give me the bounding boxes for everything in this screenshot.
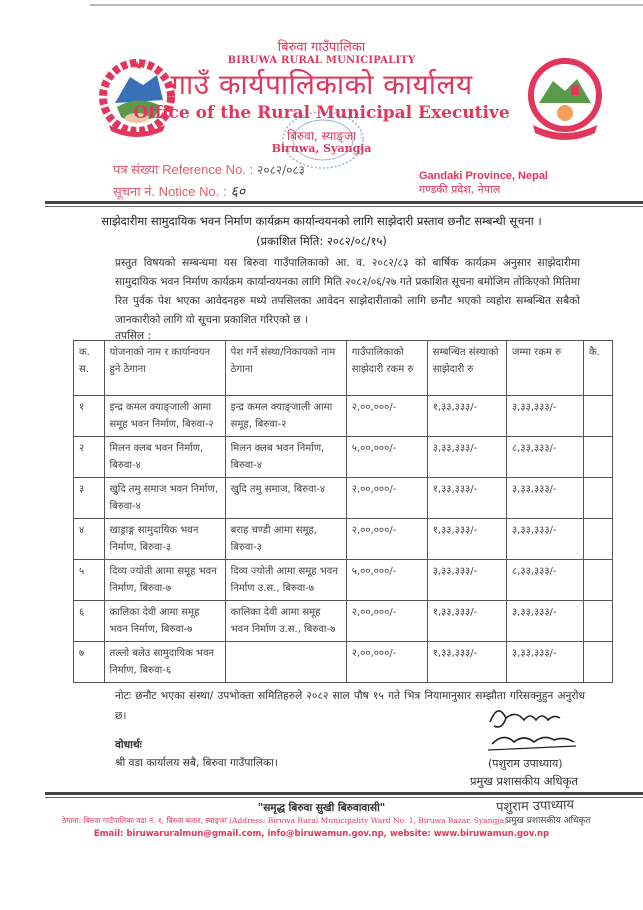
cell-municipal-share: ५,००,०००/- bbox=[346, 560, 427, 601]
cell-municipal-share: २,००,०००/- bbox=[346, 396, 427, 437]
cell-project: इन्द्र कमल क्याङ्जाली आमा समूह भवन निर्माण, बिरुवा-२ bbox=[104, 396, 225, 437]
cell-total: ३,३३,३३३/- bbox=[506, 601, 583, 642]
table-row bbox=[74, 437, 613, 478]
cell-total: ३,३३,३३३/- bbox=[506, 642, 583, 683]
cell-org-share: १,३३,३३३/- bbox=[427, 396, 506, 437]
notice-body: प्रस्तुत विषयको सम्बन्धमा यस बिरुवा गाउँपालिकाको आ. व. २०८२/८३ को बार्षिक कार्यक्रम अनुसार साझेदारीमा सामुदायिक भवन निर्माण कार्यक्रम कार्यान्वयनका लागि मिति २०८२/०६/२७ गते प्रकाशित सूचना बमोजिम तोकिएको मितिमा रित पुर्वक पेश भएका आवेदनहरु मध्ये तपसिलका आवेदन साझेदारीताको लागि छनौट भएको व्यहोरा सम्बन्धित सबैको जानकारीको लागि यो सूचना प्रकाशित गरिएको छ । bbox=[115, 257, 580, 326]
table-row bbox=[74, 642, 613, 683]
cell-applicant: खुदि तमु समाज, बिरुवा-४ bbox=[225, 478, 346, 519]
cell-applicant bbox=[225, 642, 346, 683]
cell-remarks bbox=[583, 396, 612, 437]
cell-remarks bbox=[583, 560, 612, 601]
signatory-name: (पशुराम उपाध्याय) bbox=[488, 757, 563, 770]
table-row bbox=[74, 519, 613, 560]
col-header-applicant: पेश गर्ने संस्था/निकायको नाम ठेगाना bbox=[225, 341, 346, 396]
cell-sn: ७ bbox=[74, 642, 105, 683]
scan-edge-line bbox=[90, 4, 643, 6]
cell-project: कालिका देवी आमा समूह भवन निर्माण, बिरुवा-७ bbox=[104, 601, 225, 642]
notice-number bbox=[113, 182, 245, 201]
cell-sn: ४ bbox=[74, 519, 105, 560]
province-block bbox=[419, 170, 548, 197]
cell-remarks bbox=[583, 478, 612, 519]
col-header-org-share: सम्बन्धित संस्थाको साझेदारी रु bbox=[427, 341, 506, 396]
cell-applicant: दिव्य ज्योती आमा समूह भवन निर्माण उ.स., बिरुवा-७ bbox=[225, 560, 346, 601]
cc-label: वोधार्थः bbox=[115, 739, 142, 751]
cell-project: मिलन क्लब भवन निर्माण, बिरुवा-४ bbox=[104, 437, 225, 478]
cell-municipal-share: २,००,०००/- bbox=[346, 601, 427, 642]
footer-motto: "समृद्ध बिरुवा सुखी बिरुवावासी" bbox=[257, 802, 386, 814]
municipality-name-en: BIRUWA RURAL MUNICIPALITY bbox=[227, 55, 416, 66]
cell-remarks bbox=[583, 437, 612, 478]
municipality-name-np: बिरुवा गाउँपालिका bbox=[277, 40, 366, 55]
table-row bbox=[74, 396, 613, 437]
cell-org-share: १,३३,३३३/- bbox=[427, 642, 506, 683]
cell-org-share: १,३३,३३३/- bbox=[427, 601, 506, 642]
footer-contact: Email: biruwaruralmun@gmail.com, info@biruwamun.gov.np, website: www.biruwamun.gov.np bbox=[93, 829, 550, 839]
cell-remarks bbox=[583, 642, 612, 683]
office-name-en: Office of the Rural Municipal Executive bbox=[133, 103, 510, 123]
province-en: Gandaki Province, Nepal bbox=[419, 170, 548, 182]
cell-municipal-share: ५,००,०००/- bbox=[346, 437, 427, 478]
cell-project: तल्लो बलेउ सामुदायिक भवन निर्माण, बिरुवा-६ bbox=[104, 642, 225, 683]
table-row bbox=[74, 601, 613, 642]
cell-org-share: १,३३,३३३/- bbox=[427, 478, 506, 519]
published-date: (प्रकाशित मिति: २०८२/०८/१५) bbox=[256, 234, 387, 248]
cell-remarks bbox=[583, 601, 612, 642]
cell-sn: ३ bbox=[74, 478, 105, 519]
province-np: गण्डकी प्रदेश, नेपाल bbox=[419, 183, 501, 196]
signatory-title: प्रमुख प्रशासकीय अधिकृत bbox=[470, 774, 578, 788]
cell-project: खाड्राङ्ग सामुदायिक भवन निर्माण, बिरुवा-३ bbox=[104, 519, 225, 560]
cell-municipal-share: २,००,०००/- bbox=[346, 519, 427, 560]
col-header-municipal-share: गाउँपालिकाको साझेदारी रकम रु bbox=[346, 341, 427, 396]
col-header-project: योजनाको नाम र कार्यान्वयन हुने ठेगाना bbox=[104, 341, 225, 396]
cc-recipient: श्री वडा कार्यालय सबै, बिरुवा गाउँपालिका। bbox=[115, 757, 278, 769]
cell-total: ८,३३,३३३/- bbox=[506, 437, 583, 478]
table-row bbox=[74, 478, 613, 519]
notice-label: सूचना नं. Notice No. : bbox=[113, 184, 227, 199]
cell-municipal-share: २,००,०००/- bbox=[346, 642, 427, 683]
cell-applicant: बराह चण्डी आमा समूह, बिरुवा-३ bbox=[225, 519, 346, 560]
cell-remarks bbox=[583, 519, 612, 560]
cell-applicant: कालिका देवी आमा समूह भवन निर्माण उ.स., बिरुवा-७ bbox=[225, 601, 346, 642]
stamp-name: पशुराम उपाध्याय bbox=[495, 797, 575, 816]
table-header-row bbox=[74, 341, 613, 396]
office-name-np: गाउँ कार्यपालिकाको कार्यालय bbox=[170, 68, 473, 101]
selection-table bbox=[73, 340, 613, 683]
cell-municipal-share: २,००,०००/- bbox=[346, 478, 427, 519]
cell-total: ३,३३,३३३/- bbox=[506, 396, 583, 437]
table-row bbox=[74, 560, 613, 601]
cell-sn: ५ bbox=[74, 560, 105, 601]
col-header-sn: क. स. bbox=[74, 341, 105, 396]
cell-project: दिव्य ज्योती आमा समूह भवन निर्माण, बिरुवा-७ bbox=[104, 560, 225, 601]
reference-value: २०८२/०८३ bbox=[257, 163, 305, 177]
cell-applicant: मिलन क्लब भवन निर्माण, बिरुवा-४ bbox=[225, 437, 346, 478]
location-np: बिरुवा, स्याङ्जा bbox=[287, 129, 356, 143]
notice-value: ६० bbox=[230, 183, 246, 199]
cell-org-share: ३,३३,३३३/- bbox=[427, 437, 506, 478]
cell-total: ३,३३,३३३/- bbox=[506, 519, 583, 560]
location-en: Biruwa, Syangja bbox=[271, 142, 372, 155]
note-text: नोटः छनौट भएका संस्था/ उपभोक्ता समितिहरुले २०८२ साल पौष १५ गते भित्र नियामानुसार सम्झौता गरिसक्नुहुन अनुरोध छ। bbox=[115, 690, 585, 722]
cell-sn: १ bbox=[74, 396, 105, 437]
signature-icon bbox=[484, 700, 579, 758]
footer-address: ठेगाना: बिरुवा गाउँपालिका वडा नं. १, बिरुवा बजार, स्याङ्जा (Address: Biruwa Rural Municipality Ward No. 1, Biruwa Bazar, Syangja) bbox=[62, 816, 507, 825]
reference-label: पत्र संख्या Reference No. : bbox=[113, 162, 254, 177]
cell-sn: २ bbox=[74, 437, 105, 478]
stamp-title: प्रमुख प्रशासकीय अधिकृत bbox=[506, 816, 591, 826]
cell-project: खुदि तमु समाज भवन निर्माण, बिरुवा-४ bbox=[104, 478, 225, 519]
cell-applicant: इन्द्र कमल क्याङ्जाली आमा समूह, बिरुवा-२ bbox=[225, 396, 346, 437]
header-divider bbox=[45, 201, 643, 204]
cell-total: ३,३३,३३३/- bbox=[506, 478, 583, 519]
header-divider-thin bbox=[45, 206, 643, 207]
col-header-remarks: कै. bbox=[583, 341, 612, 396]
cell-sn: ६ bbox=[74, 601, 105, 642]
notice-title: साझेदारीमा सामुदायिक भवन निर्माण कार्यक्रम कार्यान्वयनको लागि साझेदारी प्रस्ताव छनौट सम्बन्धी सूचना । bbox=[101, 214, 542, 228]
cell-org-share: १,३३,३३३/- bbox=[427, 519, 506, 560]
details-label: तपसिल : bbox=[115, 330, 152, 342]
cell-total: ८,३३,३३३/- bbox=[506, 560, 583, 601]
reference-number bbox=[113, 160, 305, 178]
col-header-total: जम्मा रकम रु bbox=[506, 341, 583, 396]
cell-org-share: ३,३३,३३३/- bbox=[427, 560, 506, 601]
